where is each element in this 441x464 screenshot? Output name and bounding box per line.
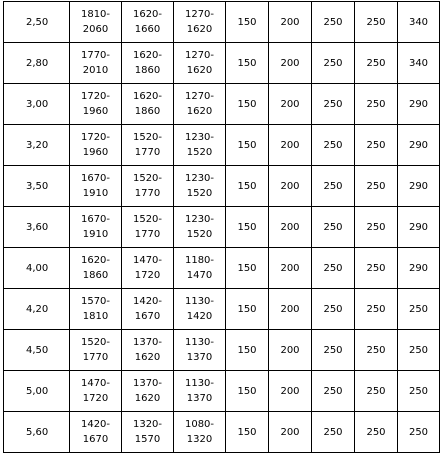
cell-range-r3	[174, 2, 226, 43]
cell-range-r3	[174, 330, 226, 371]
cell-value: 150	[226, 248, 269, 289]
cell-range-r3	[174, 289, 226, 330]
range-start: 1520-	[132, 132, 163, 143]
range-start: 1270-	[184, 50, 215, 61]
range-end: 1860	[134, 65, 161, 76]
cell-value: 200	[269, 2, 312, 43]
range-start: 1670-	[80, 173, 111, 184]
range-end: 1720	[134, 270, 161, 281]
range-end: 1770	[134, 188, 161, 199]
range-start: 1620-	[80, 255, 111, 266]
range-start: 1620-	[132, 50, 163, 61]
cell-value: 250	[355, 166, 398, 207]
range-end: 1520	[186, 188, 213, 199]
cell-value: 290	[398, 166, 440, 207]
cell-range-r1	[70, 289, 122, 330]
cell-range-r1	[70, 2, 122, 43]
range-end: 1370	[186, 352, 213, 363]
range-start: 1320-	[132, 419, 163, 430]
range-start: 1080-	[184, 419, 215, 430]
cell-value: 250	[355, 43, 398, 84]
table-row	[4, 371, 440, 412]
table-row	[4, 166, 440, 207]
cell-first: 4,00	[4, 248, 70, 289]
cell-value: 150	[226, 84, 269, 125]
range-end: 1960	[82, 106, 109, 117]
range-start: 1370-	[132, 337, 163, 348]
cell-value: 150	[226, 207, 269, 248]
cell-value: 200	[269, 330, 312, 371]
cell-value: 200	[269, 125, 312, 166]
cell-value: 250	[312, 125, 355, 166]
range-end: 1470	[186, 270, 213, 281]
cell-value: 200	[269, 166, 312, 207]
range-start: 1620-	[132, 9, 163, 20]
cell-value: 250	[312, 330, 355, 371]
range-start: 1230-	[184, 132, 215, 143]
cell-range-r2	[122, 412, 174, 453]
cell-value: 150	[226, 166, 269, 207]
cell-value: 250	[312, 43, 355, 84]
range-end: 1770	[82, 352, 109, 363]
cell-range-r2	[122, 207, 174, 248]
table-row	[4, 412, 440, 453]
cell-range-r1	[70, 166, 122, 207]
cell-value: 200	[269, 248, 312, 289]
range-start: 1180-	[184, 255, 215, 266]
cell-first: 2,50	[4, 2, 70, 43]
cell-first: 5,00	[4, 371, 70, 412]
cell-value: 290	[398, 125, 440, 166]
range-start: 1130-	[184, 378, 215, 389]
cell-value: 250	[355, 371, 398, 412]
range-end: 1860	[82, 270, 109, 281]
cell-value: 150	[226, 289, 269, 330]
cell-value: 340	[398, 2, 440, 43]
cell-range-r2	[122, 371, 174, 412]
cell-first: 4,50	[4, 330, 70, 371]
range-start: 1520-	[132, 173, 163, 184]
range-start: 1270-	[184, 9, 215, 20]
cell-value: 250	[312, 248, 355, 289]
cell-value: 250	[355, 248, 398, 289]
cell-first: 4,20	[4, 289, 70, 330]
cell-range-r3	[174, 371, 226, 412]
cell-value: 340	[398, 43, 440, 84]
cell-first: 5,60	[4, 412, 70, 453]
data-table	[3, 1, 440, 453]
range-start: 1670-	[80, 214, 111, 225]
cell-range-r1	[70, 371, 122, 412]
cell-value: 250	[398, 330, 440, 371]
cell-value: 250	[312, 2, 355, 43]
cell-range-r3	[174, 84, 226, 125]
cell-range-r2	[122, 43, 174, 84]
range-end: 1320	[186, 434, 213, 445]
range-end: 1960	[82, 147, 109, 158]
cell-range-r1	[70, 248, 122, 289]
range-start: 1470-	[80, 378, 111, 389]
cell-value: 200	[269, 43, 312, 84]
cell-value: 290	[398, 207, 440, 248]
range-start: 1270-	[184, 91, 215, 102]
cell-range-r1	[70, 207, 122, 248]
cell-first: 3,00	[4, 84, 70, 125]
cell-value: 150	[226, 330, 269, 371]
range-start: 1720-	[80, 132, 111, 143]
range-start: 1620-	[132, 91, 163, 102]
range-end: 1620	[134, 352, 161, 363]
range-end: 1720	[82, 393, 109, 404]
range-end: 1620	[134, 393, 161, 404]
table-row	[4, 207, 440, 248]
cell-value: 250	[355, 84, 398, 125]
cell-range-r3	[174, 166, 226, 207]
table-row	[4, 2, 440, 43]
cell-value: 250	[312, 371, 355, 412]
cell-first: 3,60	[4, 207, 70, 248]
range-end: 1770	[134, 229, 161, 240]
table-row	[4, 43, 440, 84]
cell-value: 250	[312, 207, 355, 248]
cell-value: 250	[355, 289, 398, 330]
range-start: 1520-	[80, 337, 111, 348]
cell-value: 290	[398, 84, 440, 125]
range-start: 1230-	[184, 214, 215, 225]
range-end: 1570	[134, 434, 161, 445]
cell-value: 200	[269, 371, 312, 412]
range-end: 1810	[82, 311, 109, 322]
table-row	[4, 248, 440, 289]
range-start: 1570-	[80, 296, 111, 307]
cell-value: 150	[226, 412, 269, 453]
cell-range-r1	[70, 125, 122, 166]
cell-first: 3,50	[4, 166, 70, 207]
range-start: 1770-	[80, 50, 111, 61]
range-end: 2060	[82, 24, 109, 35]
cell-value: 200	[269, 207, 312, 248]
cell-range-r1	[70, 412, 122, 453]
cell-value: 250	[355, 412, 398, 453]
cell-value: 200	[269, 289, 312, 330]
cell-range-r2	[122, 84, 174, 125]
cell-value: 150	[226, 125, 269, 166]
table-row	[4, 125, 440, 166]
range-end: 1620	[186, 106, 213, 117]
cell-range-r2	[122, 2, 174, 43]
cell-range-r2	[122, 330, 174, 371]
range-end: 1910	[82, 229, 109, 240]
cell-range-r1	[70, 330, 122, 371]
range-end: 1670	[134, 311, 161, 322]
cell-range-r3	[174, 248, 226, 289]
cell-value: 150	[226, 43, 269, 84]
cell-value: 250	[398, 289, 440, 330]
cell-value: 290	[398, 248, 440, 289]
range-end: 1420	[186, 311, 213, 322]
range-start: 1720-	[80, 91, 111, 102]
range-start: 1420-	[132, 296, 163, 307]
range-start: 1520-	[132, 214, 163, 225]
range-end: 1670	[82, 434, 109, 445]
range-start: 1130-	[184, 296, 215, 307]
cell-value: 250	[355, 330, 398, 371]
cell-value: 150	[226, 2, 269, 43]
cell-value: 250	[355, 207, 398, 248]
cell-value: 250	[355, 125, 398, 166]
range-start: 1810-	[80, 9, 111, 20]
cell-range-r3	[174, 43, 226, 84]
cell-range-r1	[70, 84, 122, 125]
range-end: 1620	[186, 65, 213, 76]
cell-value: 250	[312, 289, 355, 330]
range-end: 1370	[186, 393, 213, 404]
cell-value: 200	[269, 84, 312, 125]
range-end: 1860	[134, 106, 161, 117]
cell-value: 150	[226, 371, 269, 412]
table-row	[4, 289, 440, 330]
cell-value: 250	[312, 166, 355, 207]
data-table-container	[3, 1, 440, 453]
cell-first: 3,20	[4, 125, 70, 166]
cell-value: 250	[312, 84, 355, 125]
cell-range-r2	[122, 125, 174, 166]
range-end: 2010	[82, 65, 109, 76]
cell-value: 250	[398, 371, 440, 412]
cell-value: 200	[269, 412, 312, 453]
cell-range-r1	[70, 43, 122, 84]
range-end: 1910	[82, 188, 109, 199]
range-end: 1520	[186, 147, 213, 158]
cell-range-r2	[122, 248, 174, 289]
range-end: 1660	[134, 24, 161, 35]
table-row	[4, 84, 440, 125]
cell-range-r3	[174, 207, 226, 248]
range-end: 1520	[186, 229, 213, 240]
cell-range-r3	[174, 412, 226, 453]
table-row	[4, 330, 440, 371]
cell-first: 2,80	[4, 43, 70, 84]
cell-range-r3	[174, 125, 226, 166]
table-body	[4, 2, 440, 453]
range-start: 1130-	[184, 337, 215, 348]
range-start: 1230-	[184, 173, 215, 184]
range-start: 1470-	[132, 255, 163, 266]
cell-value: 250	[355, 2, 398, 43]
cell-value: 250	[312, 412, 355, 453]
range-end: 1770	[134, 147, 161, 158]
cell-value: 250	[398, 412, 440, 453]
cell-range-r2	[122, 289, 174, 330]
cell-range-r2	[122, 166, 174, 207]
range-start: 1370-	[132, 378, 163, 389]
range-end: 1620	[186, 24, 213, 35]
range-start: 1420-	[80, 419, 111, 430]
